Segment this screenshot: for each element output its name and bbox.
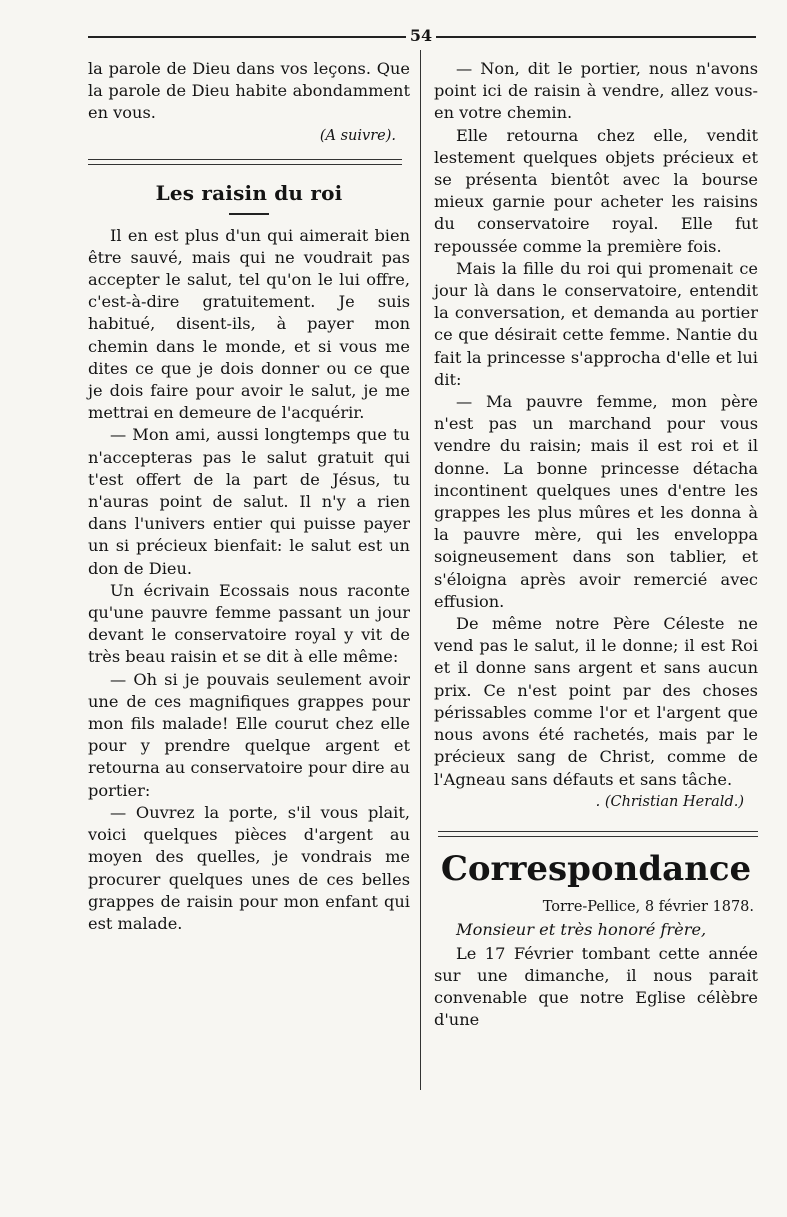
header-rule-left [88,36,406,38]
article-paragraph: Elle retourna chez elle, vendit lestement quelques objets précieux et se présenta bientôt avec la bourse mieux garnie pour acheter les raisins du conservatoire royal. Elle fut repoussée comme la première fois. [434,125,758,256]
article-attribution: . (Christian Herald.) [595,793,744,810]
article-paragraph: De même notre Père Céleste ne vend pas le salut, il le donne; il est Roi et il donne sans argent et sans aucun prix. Ce n'est point par des choses périssables comme l'or et l'argent que nous avons été rachetés, mais par le précieux sang de Christ, comme de l'Agneau sans défauts et sans tâche. [434,614,758,789]
intro-attribution: (A suivre). [319,127,396,144]
title-dash [229,213,269,215]
intro-lines: la parole de Dieu dans vos leçons. Que la parole de Dieu habite abondamment en vous. [88,59,410,123]
article-paragraph: Il en est plus d'un qui aimerait bien être sauvé, mais qui ne voudrait pas accepter le salut, tel qu'on le lui offre, c'est-à-dire gratuitement. Je suis habitué, disent-ils, à payer mon chemin dans le monde, et si vous me dites ce que je dois donner ou ce que je dois faire pour avoir le salut, je me mettrai en demeure de l'acquérir. [88,225,410,423]
right-column [434,58,758,1032]
article-paragraph: Un écrivain Ecossais nous raconte qu'une pauvre femme passant un jour devant le conservatoire royal y vit de très beau raisin et se dit à elle même: [88,580,410,667]
article-paragraph: Mais la fille du roi qui promenait ce jour là dans le conservatoire, entendit la conversation, et demanda au portier ce que désirait cette femme. Nantie du fait la princesse s'approcha d'elle et lui dit: [434,258,758,389]
letter-paragraph: Le 17 Février tombant cette année sur une dimanche, il nous parait convenable que notre Eglise célèbre d'une [434,943,758,1030]
article-paragraph: — Mon ami, aussi longtemps que tu n'accepteras pas le salut gratuit qui t'est offert de la part de Jésus, tu n'auras point de salut. Il n'y a rien dans l'univers entier qui puisse payer un si précieux bienfait: le salut est un don de Dieu. [88,425,410,578]
page-header [88,26,756,46]
section-separator [438,831,758,837]
section-separator [88,159,402,165]
letter-dateline: Torre-Pellice, 8 février 1878. [542,898,754,915]
article-paragraph: — Oh si je pouvais seulement avoir une de ces magnifiques grappes pour mon fils malade! Elle courut chez elle pour y prendre quelque argent et retourna au conservatoire pour dire au portier: [88,669,410,800]
column-divider [420,50,421,1090]
article-title: Les raisin du roi [155,180,343,205]
article-paragraph: — Non, dit le portier, nous n'avons point ici de raisin à vendre, allez vous-en votre chemin. [434,59,758,123]
left-column [88,58,410,935]
article-paragraph: — Ma pauvre femme, mon père n'est pas un marchand pour vous vendre du raisin; mais il est roi et il donne. La bonne princesse détacha incontinent quelques unes d'entre les grappes les plus mûres et les donna à la pauvre mère, qui les enveloppa soigneusement dans son tablier, et s'éloigna après avoir remercié avec effusion. [434,392,758,611]
article-paragraph: — Ouvrez la porte, s'il vous plait, voici quelques pièces d'argent au moyen des quelles, je vondrais me procurer quelques unes de ces belles grappes de raisin pour mon enfant qui est malade. [88,802,410,933]
correspondence-title: Correspondance [440,848,752,889]
page-number: 54 [409,26,433,45]
header-rule-right [436,36,756,38]
letter-salutation: Monsieur et très honoré frère, [456,919,707,939]
